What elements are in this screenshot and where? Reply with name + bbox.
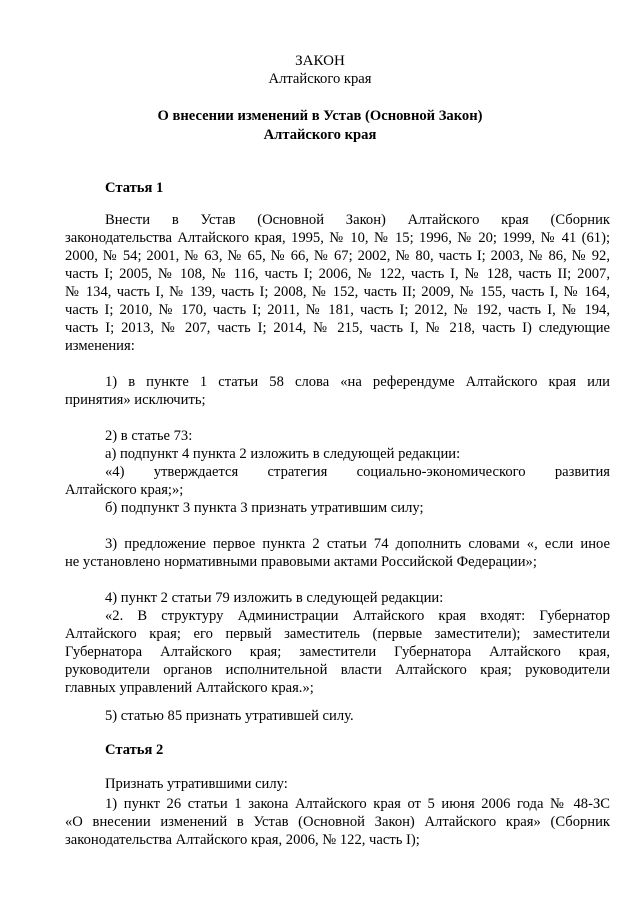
article1-intro-line: Внести в Устав (Основной Закон) Алтайского края (Сборник — [105, 212, 610, 228]
article1-intro-line: часть I; 2013, № 207, часть I; 2014, № 215, часть I, № 218, часть I) следующие — [65, 320, 610, 336]
article1-intro-line: № 134, часть I, № 139, часть I; 2008, № 152, часть II; 2009, № 155, часть I, № 164, — [65, 284, 610, 300]
article2-item1-line: законодательства Алтайского края, 2006, № 122, часть I); — [65, 832, 420, 848]
article1-item4-line: главных управлений Алтайского края.»; — [65, 680, 314, 696]
article1-item1-line: 1) в пункте 1 статьи 58 слова «на референдуме Алтайского края или — [105, 374, 610, 390]
article1-intro-line: часть I; 2010, № 170, часть I; 2011, № 181, часть I; 2012, № 192, часть I, № 194, — [65, 302, 610, 318]
doc-type: ЗАКОН — [295, 53, 345, 69]
article1-item4-line: руководители органов исполнительной власти Алтайского края; руководители — [65, 662, 610, 678]
article1-intro-line: часть I; 2005, № 108, № 116, часть I; 2006, № 122, часть I, № 128, часть II; 2007, — [65, 266, 610, 282]
article1-item2-line: 2) в статье 73: — [105, 428, 193, 444]
article1-intro-line: изменения: — [65, 338, 135, 354]
article2-intro: Признать утратившими силу: — [105, 776, 288, 792]
article1-item3-line: не установлено нормативными правовыми актами Российской Федерации»; — [65, 554, 537, 570]
article1-item5-line: 5) статью 85 признать утратившей силу. — [105, 708, 354, 724]
article1-item1-line: принятия» исключить; — [65, 392, 206, 408]
article1-item4-line: 4) пункт 2 статьи 79 изложить в следующей редакции: — [105, 590, 444, 606]
article1-item4-line: Губернатора Алтайского края; заместители Губернатора Алтайского края, — [65, 644, 610, 660]
doc-title-line2: Алтайского края — [263, 127, 377, 143]
article1-intro-line: 2000, № 54; 2001, № 63, № 65, № 66, № 67; 2002, № 80, часть I; 2003, № 86, № 92, — [65, 248, 610, 264]
article2-item1-line: «О внесении изменений в Устав (Основной Закон) Алтайского края» (Сборник — [65, 814, 610, 830]
article1-item4-line: «2. В структуру Администрации Алтайского края входят: Губернатор — [105, 608, 610, 624]
doc-region: Алтайского края — [268, 71, 372, 87]
article1-item2-line: Алтайского края;»; — [65, 482, 184, 498]
doc-title-line1: О внесении изменений в Устав (Основной Закон) — [157, 108, 483, 124]
article2-heading: Статья 2 — [105, 742, 164, 758]
article1-item4-line: Алтайского края; его первый заместитель (первые заместители); заместители — [65, 626, 610, 642]
article2-item1-line: 1) пункт 26 статьи 1 закона Алтайского края от 5 июня 2006 года № 48-ЗС — [105, 796, 610, 812]
article1-item2-line: б) подпункт 3 пункта 3 признать утратившим силу; — [105, 500, 424, 516]
article1-heading: Статья 1 — [105, 180, 164, 196]
article1-item2-line: «4) утверждается стратегия социально-экономического развития — [105, 464, 610, 480]
article1-intro-line: законодательства Алтайского края, 1995, № 10, № 15; 1996, № 20; 1999, № 41 (61); — [65, 230, 610, 246]
article1-item3-line: 3) предложение первое пункта 2 статьи 74 дополнить словами «, если иное — [105, 536, 610, 552]
article1-item2-line: а) подпункт 4 пункта 2 изложить в следующей редакции: — [105, 446, 461, 462]
